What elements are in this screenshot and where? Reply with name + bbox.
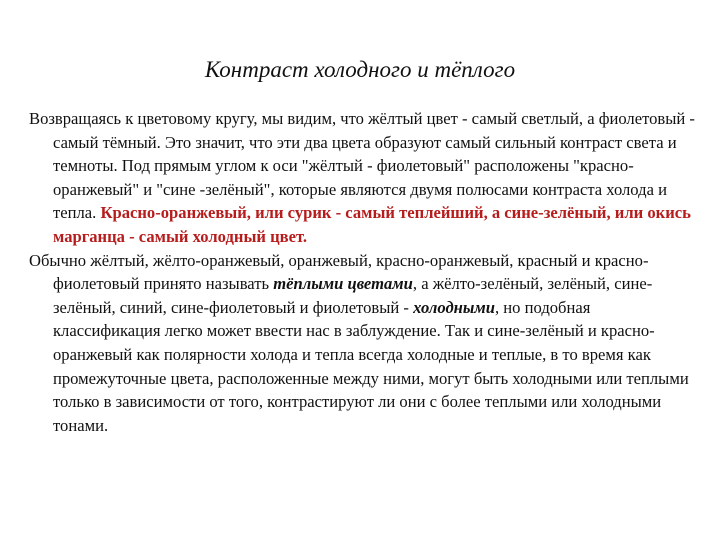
slide-body	[29, 107, 697, 437]
paragraph-2-part1: Обычно жёлтый, жёлто-оранжевый, оранжевый, красно-оранжевый, красный и красно-фиолетовый принято называть	[29, 250, 649, 294]
slide-title: Контраст холодного и тёплого	[204, 57, 516, 82]
paragraph-1-highlight: Красно-оранжевый, или сурик - самый теплейший, а сине-зелёный, или окись марганца - самый холодный цвет.	[53, 203, 691, 246]
warm-colors-emphasis: тёплыми цветами	[273, 274, 413, 294]
paragraph-2-part3: , но подобная классификация легко может ввести нас в заблуждение. Так и сине-зелёный и красно-оранжевый как полярности холода и тепла всегда холодные и теплые, в то время как промежуточные цвета, расположенные между ними, могут быть холодными или теплыми только в зависимости от того, контрастируют ли они с более теплыми или холодными тонами.	[53, 297, 689, 435]
paragraph-2-part2: , а жёлто-зелёный, зелёный, сине-зелёный, синий, сине-фиолетовый и фиолетовый -	[53, 274, 653, 317]
paragraph-1	[29, 107, 697, 249]
paragraph-2	[29, 249, 697, 438]
paragraph-1-text: Возвращаясь к цветовому кругу, мы видим, что жёлтый цвет - самый светлый, а фиолетовый - самый тёмный. Это значит, что эти два цвета образуют самый сильный контраст света и темноты. Под прямым углом к оси "жёлтый - фиолетовый" расположены "красно-оранжевый" и "сине -зелёный", которые являются двумя полюсами контраста холода и тепла.	[29, 109, 695, 223]
cold-colors-emphasis: холодными	[413, 297, 495, 317]
